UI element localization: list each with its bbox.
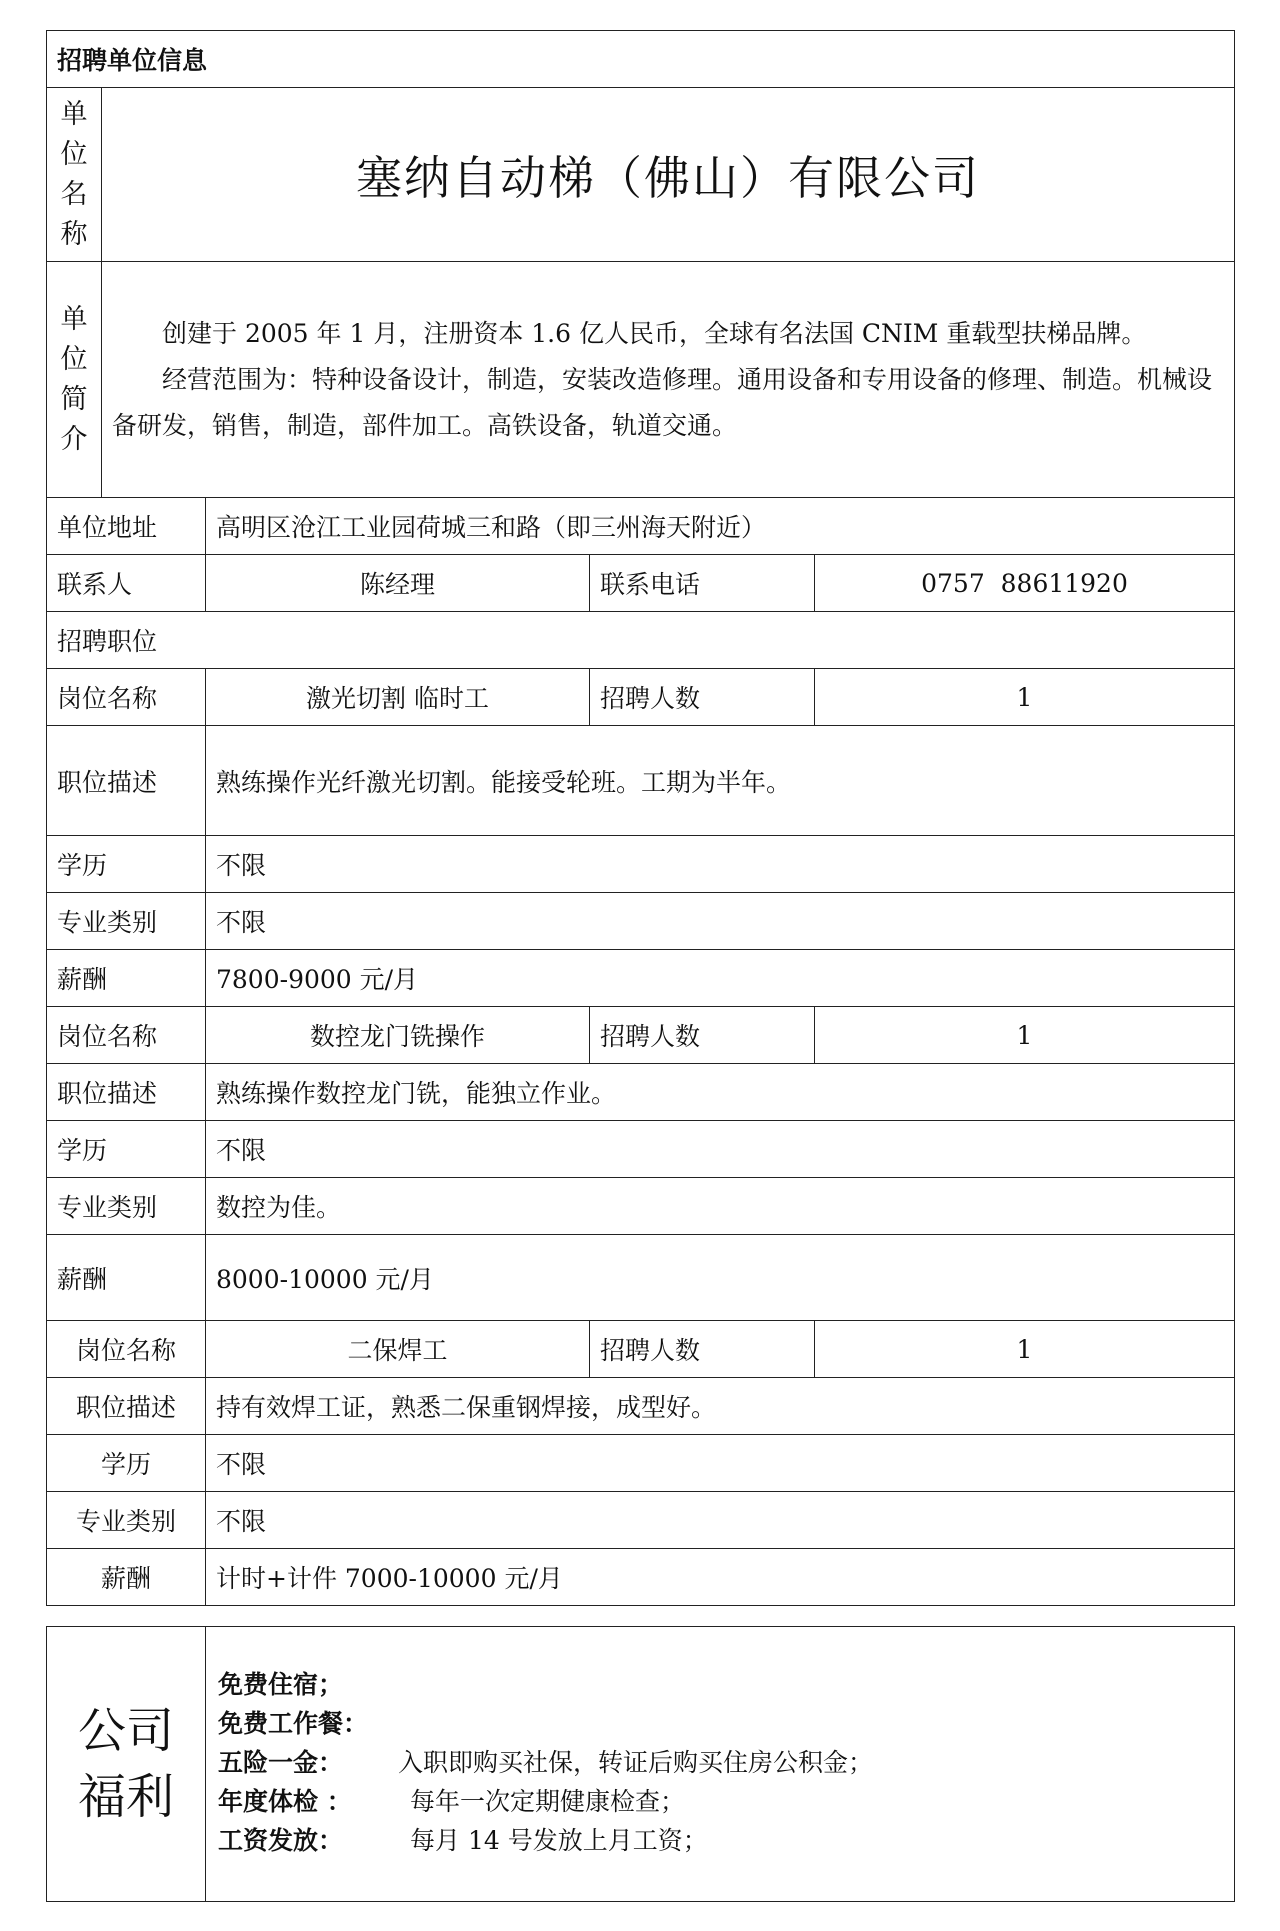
education-value: 不限 — [206, 836, 1235, 893]
salary-label: 薪酬 — [47, 1549, 206, 1606]
address-label: 单位地址 — [47, 498, 206, 555]
headcount-value: 1 — [815, 669, 1235, 726]
post-name: 数控龙门铣操作 — [206, 1007, 590, 1064]
headcount-value: 1 — [815, 1007, 1235, 1064]
education-value: 不限 — [206, 1435, 1235, 1492]
company-intro-label: 单 位 简 介 — [47, 262, 102, 498]
description-value: 熟练操作数控龙门铣，能独立作业。 — [206, 1064, 1235, 1121]
education-value: 不限 — [206, 1121, 1235, 1178]
company-name: 塞纳自动梯（佛山）有限公司 — [102, 88, 1235, 262]
benefits-list — [206, 1627, 1235, 1902]
benefit-item: 免费工作餐： — [218, 1709, 369, 1738]
benefit-item: 免费住宿； — [218, 1670, 344, 1699]
description-value: 持有效焊工证，熟悉二保重钢焊接，成型好。 — [206, 1378, 1235, 1435]
salary-label: 薪酬 — [47, 1235, 206, 1321]
description-label: 职位描述 — [47, 726, 206, 836]
description-label: 职位描述 — [47, 1378, 206, 1435]
description-label: 职位描述 — [47, 1064, 206, 1121]
salary-label: 薪酬 — [47, 950, 206, 1007]
headcount-label: 招聘人数 — [590, 669, 815, 726]
intro-paragraph: 经营范围为：特种设备设计，制造，安装改造修理。通用设备和专用设备的修理、制造。机械设备研发，销售，制造，部件加工。高铁设备，轨道交通。 — [112, 364, 1213, 440]
salary-value: 7800-9000 元/月 — [206, 950, 1235, 1007]
education-label: 学历 — [47, 1435, 206, 1492]
benefit-item: 年度体检 ： 每年一次定期健康检查； — [218, 1787, 686, 1816]
section-title: 招聘单位信息 — [47, 31, 1235, 88]
salary-value: 计时+计件 7000-10000 元/月 — [206, 1549, 1235, 1606]
company-intro — [102, 262, 1235, 498]
description-value: 熟练操作光纤激光切割。能接受轮班。工期为半年。 — [206, 726, 1235, 836]
headcount-label: 招聘人数 — [590, 1321, 815, 1378]
major-value: 数控为佳。 — [206, 1178, 1235, 1235]
major-value: 不限 — [206, 1492, 1235, 1549]
education-label: 学历 — [47, 1121, 206, 1178]
address-value: 高明区沧江工业园荷城三和路（即三州海天附近） — [206, 498, 1235, 555]
company-name-label: 单 位 名 称 — [47, 88, 102, 262]
contact-label: 联系人 — [47, 555, 206, 612]
benefits-title: 公司 福利 — [47, 1627, 206, 1902]
intro-paragraph: 创建于 2005 年 1 月，注册资本 1.6 亿人民币，全球有名法国 CNIM 重载型扶梯品牌。 — [162, 318, 1147, 348]
major-label: 专业类别 — [47, 893, 206, 950]
post-name: 激光切割 临时工 — [206, 669, 590, 726]
headcount-label: 招聘人数 — [590, 1007, 815, 1064]
benefit-item: 工资发放： 每月 14 号发放上月工资； — [218, 1826, 708, 1855]
contact-value: 陈经理 — [206, 555, 590, 612]
post-name: 二保焊工 — [206, 1321, 590, 1378]
major-label: 专业类别 — [47, 1178, 206, 1235]
headcount-value: 1 — [815, 1321, 1235, 1378]
post-name-label: 岗位名称 — [47, 1321, 206, 1378]
major-value: 不限 — [206, 893, 1235, 950]
phone-label: 联系电话 — [590, 555, 815, 612]
benefits-table — [46, 1626, 1235, 1902]
phone-value: 0757 88611920 — [815, 555, 1235, 612]
positions-title: 招聘职位 — [47, 612, 1235, 669]
benefit-item: 五险一金： 入职即购买社保，转证后购买住房公积金； — [218, 1748, 874, 1777]
salary-value: 8000-10000 元/月 — [206, 1235, 1235, 1321]
post-name-label: 岗位名称 — [47, 669, 206, 726]
education-label: 学历 — [47, 836, 206, 893]
recruitment-table — [46, 30, 1235, 1606]
major-label: 专业类别 — [47, 1492, 206, 1549]
post-name-label: 岗位名称 — [47, 1007, 206, 1064]
